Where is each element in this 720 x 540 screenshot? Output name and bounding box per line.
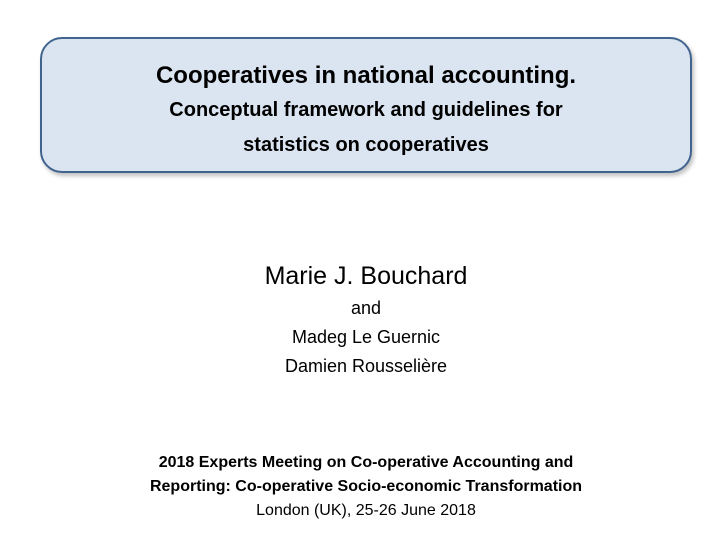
meeting-title-line-1: 2018 Experts Meeting on Co-operative Accounting and <box>158 454 574 471</box>
author-main: Marie J. Bouchard <box>264 262 468 290</box>
title-box <box>40 37 692 173</box>
author-conjunction: and <box>350 298 382 318</box>
coauthor-2: Damien Rousselière <box>284 356 448 376</box>
title-subtitle-line-1: Conceptual framework and guidelines for <box>169 99 563 121</box>
title-subtitle-line-2: statistics on cooperatives <box>243 134 489 156</box>
title-main: Cooperatives in national accounting. <box>155 62 577 89</box>
meeting-block <box>0 451 720 523</box>
coauthor-1: Madeg Le Guernic <box>291 327 441 347</box>
meeting-title-line-2: Reporting: Co-operative Socio-economic Transformation <box>149 478 583 495</box>
authors-block <box>0 258 720 381</box>
meeting-location-date: London (UK), 25-26 June 2018 <box>256 502 476 519</box>
